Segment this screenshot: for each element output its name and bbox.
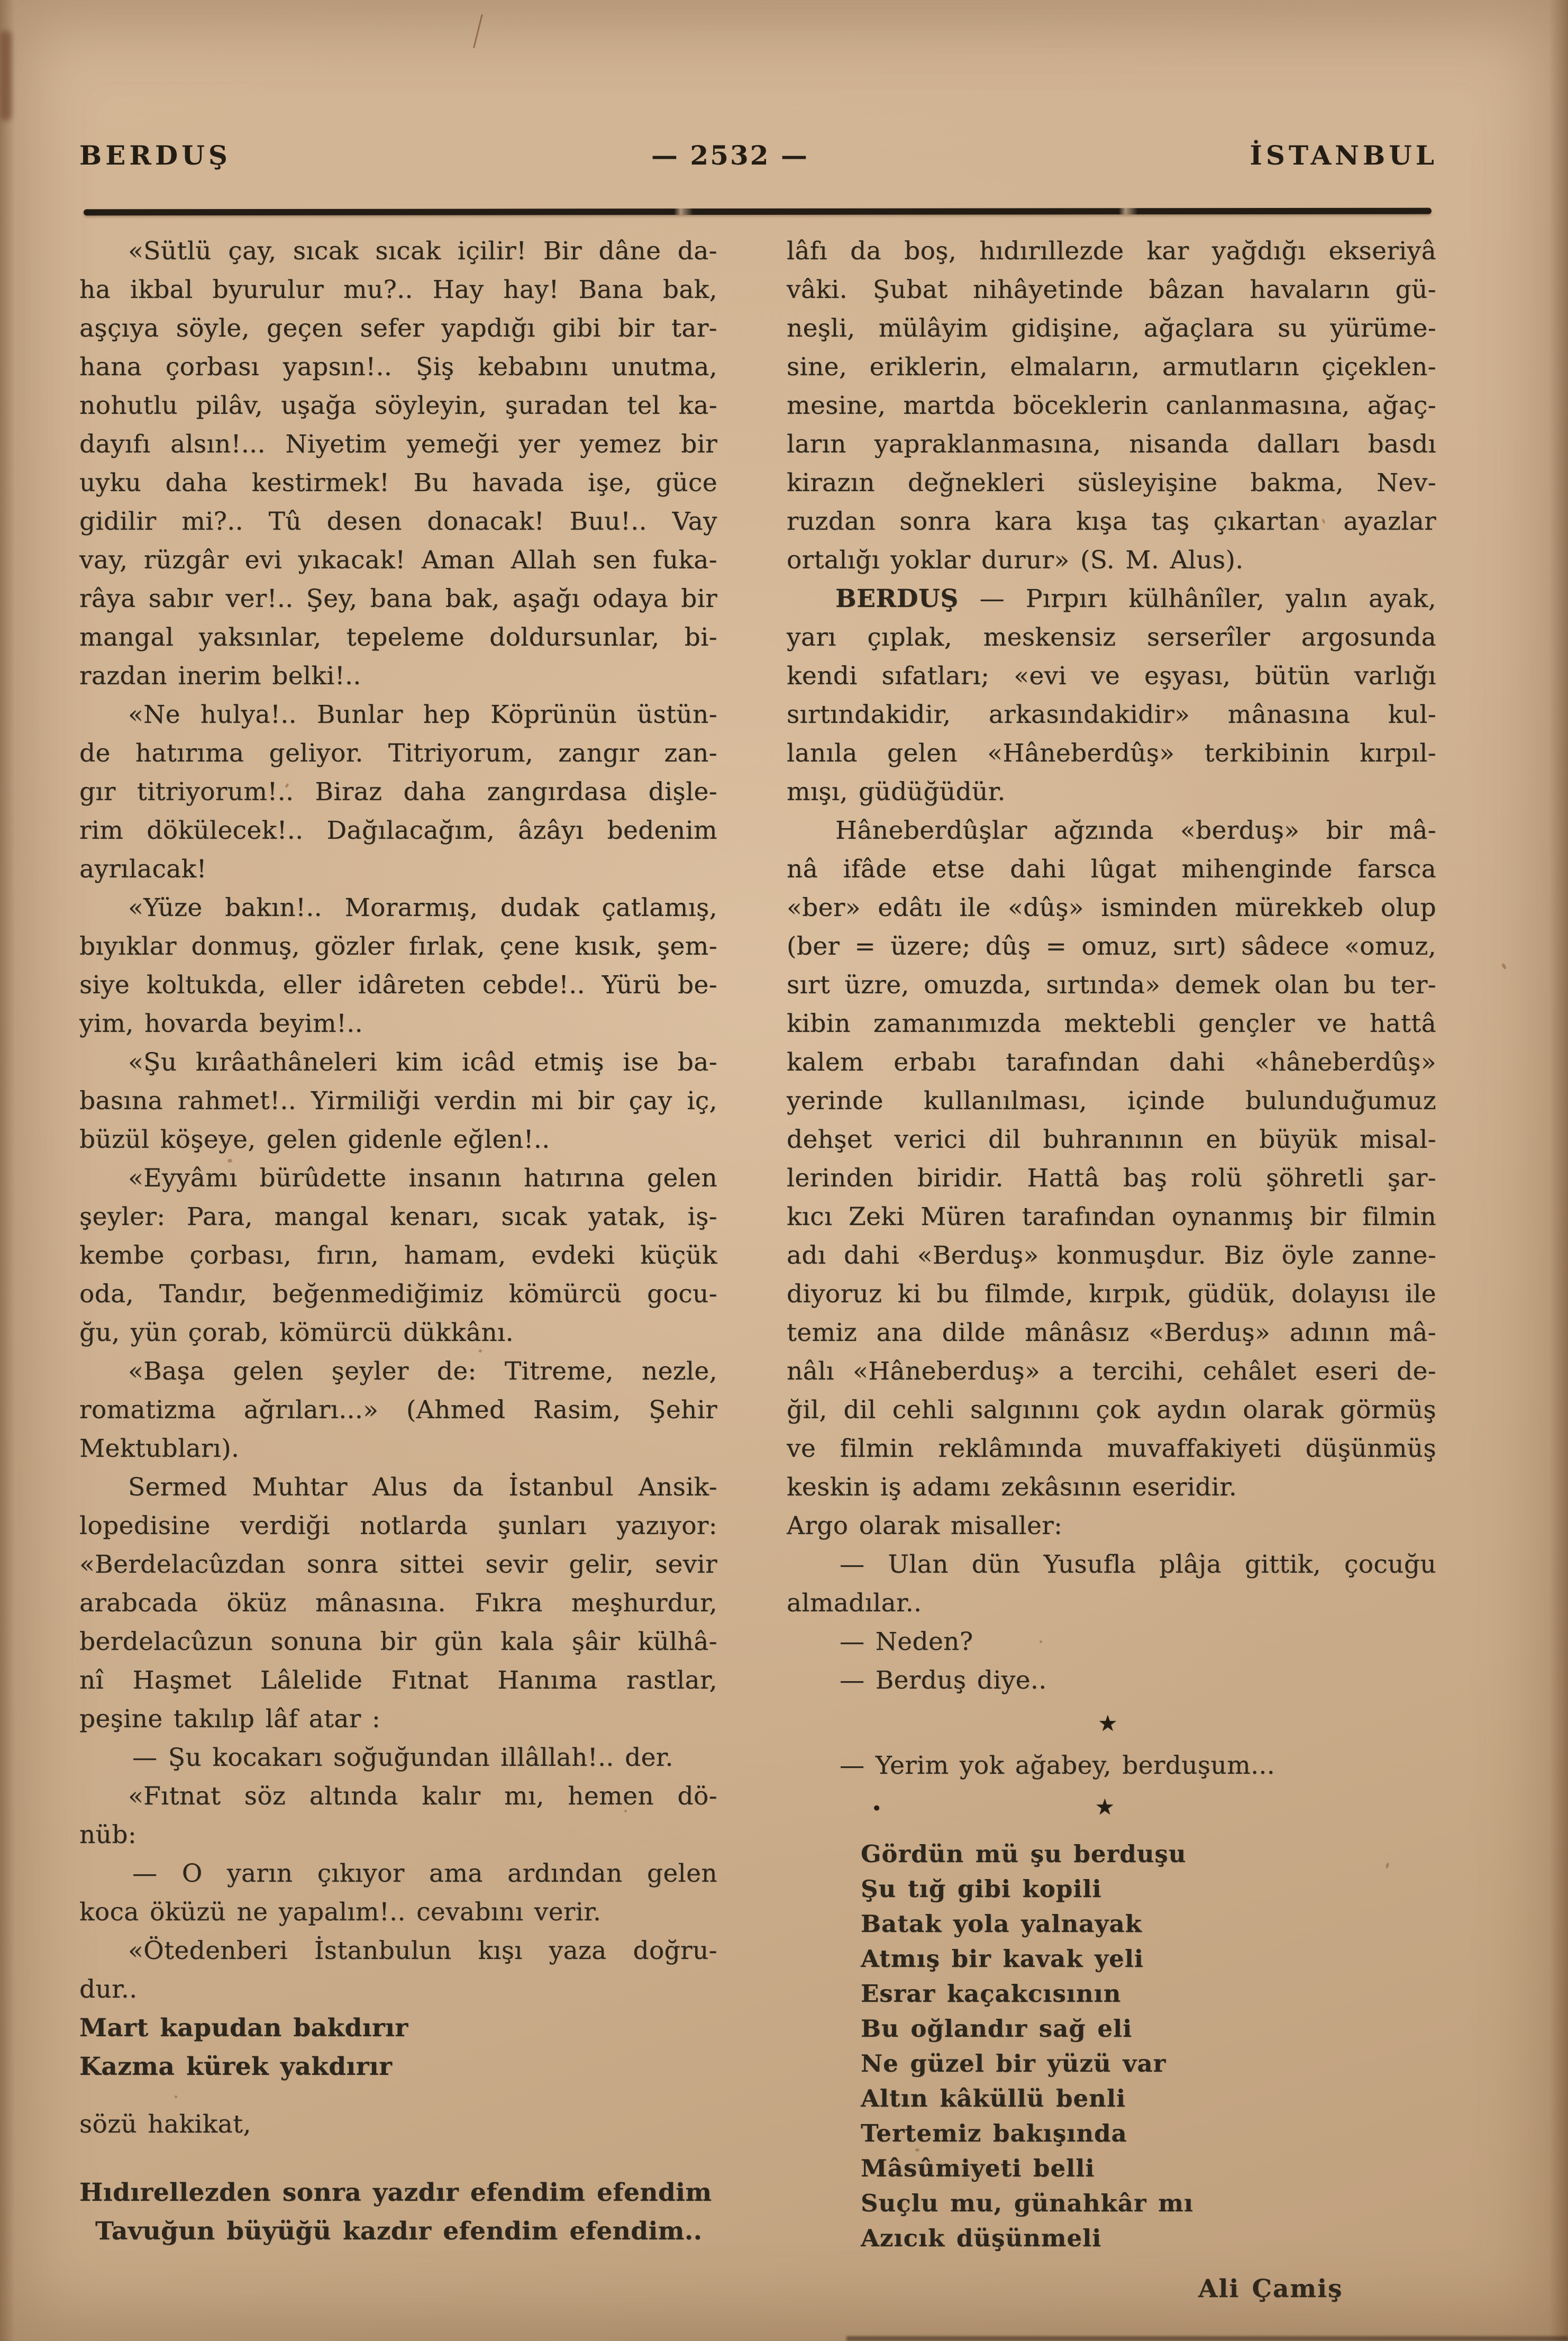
scan-edge-shadow-left (0, 0, 15, 2341)
paper-speck (1501, 963, 1507, 969)
scan-edge-shadow-right (1549, 0, 1568, 2341)
text-line: peşine takılıp lâf atar : (79, 1704, 381, 1734)
text-line: mışı, güdüğüdür. (787, 777, 1006, 806)
paper-fiber (473, 14, 483, 49)
text-line: kalem erbabı tarafından dahi «hâneberdûş» (787, 1048, 1436, 1077)
text-line: uyku daha kestirmek! Bu havada işe, güce (79, 468, 717, 497)
text-line: ayrılacak! (79, 855, 207, 884)
text-line: gır titriyorum!.. Biraz daha zangırdasa dişle- (79, 777, 717, 806)
text-line: Argo olarak misaller: (787, 1511, 1063, 1540)
text-line: ların yapraklanmasına, nisanda dalları basdı (787, 430, 1436, 459)
text-line: oda, Tandır, beğenmediğimiz kömürcü gocu- (79, 1280, 717, 1309)
text-line: lanıla gelen «Hâneberdûş» terkibinin kırpıl- (787, 739, 1436, 768)
text-line: — Neden? (840, 1627, 973, 1656)
text-line: sözü hakikat, (79, 2110, 251, 2139)
text-line: (ber = üzere; dûş = omuz, sırt) sâdece «omuz, (787, 932, 1436, 961)
page-number: — 2532 — (651, 140, 809, 171)
text-line: «Eyyâmı bürûdette insanın hatırına gelen (128, 1164, 717, 1193)
text-line: şeyler: Para, mangal kenarı, sıcak yatak, iş- (79, 1202, 717, 1231)
text-line: Azıcık düşünmeli (861, 2224, 1102, 2252)
text-line: Ne güzel bir yüzü var (861, 2049, 1166, 2077)
text-line: Şu tığ gibi kopili (861, 1875, 1102, 1903)
text-line: «Şu kırâathâneleri kim icâd etmiş ise ba- (128, 1048, 717, 1077)
text-line: Sermed Muhtar Alus da İstanbul Ansik- (128, 1473, 717, 1502)
text-line: ruzdan sonra kara kışa taş çıkartan ayazlar (787, 507, 1436, 536)
text-line: mangal yaksınlar, tepeleme doldursunlar, bi- (79, 623, 717, 652)
text-line: berdelacûzun sonuna bir gün kala şâir külhâ- (79, 1627, 717, 1656)
text-line: sırtındakidir, arkasındakidir» mânasına kul- (787, 700, 1436, 729)
text-line: «Berdelacûzdan sonra sittei sevir gelir, sevir (79, 1550, 717, 1579)
text-line: ğu, yün çorab, kömürcü dükkânı. (79, 1318, 514, 1347)
paper-speck (915, 2148, 919, 2152)
text-line: Altın kâküllü benli (861, 2084, 1126, 2112)
text-line: dehşet verici dil buhranının en büyük misal- (787, 1125, 1436, 1154)
text-line: Batak yola yalnayak (861, 1910, 1142, 1938)
text-line: râya sabır ver!.. Şey, bana bak, aşağı odaya bir (79, 584, 717, 613)
text-line: Tertemiz bakışında (861, 2119, 1127, 2147)
text-line: nâlı «Hâneberduş» a tercihi, cehâlet eseri de- (787, 1357, 1436, 1386)
entry-headword: BERDUŞ (835, 584, 959, 613)
right-column (787, 232, 1436, 2308)
text-line: kembe çorbası, fırın, hamam, evdeki küçük (79, 1241, 717, 1270)
text-line: — Berduş diye.. (840, 1666, 1047, 1695)
text-line: vay, rüzgâr evi yıkacak! Aman Allah sen fuka- (79, 546, 717, 575)
paper-speck (682, 402, 686, 405)
text-line: nohutlu pilâv, uşağa söyleyin, şuradan tel ka- (79, 391, 717, 420)
paper-speck (175, 2095, 177, 2098)
paper-speck (624, 1810, 627, 1812)
text-line: BERDUŞ — Pırpırı külhânîler, yalın ayak, (835, 584, 1436, 613)
header-rule (84, 208, 1432, 216)
text-line: nüb: (79, 1820, 137, 1849)
dot-icon: • (871, 1798, 882, 1819)
text-line: nî Haşmet Lâlelide Fıtnat Hanıma rastlar, (79, 1666, 717, 1695)
star-divider (787, 1785, 1436, 1828)
text-line: Gördün mü şu berduşu (861, 1840, 1187, 1868)
text-line: Esrar kaçakcısının (861, 1980, 1122, 2008)
text-line: lâfı da boş, hıdırıllezde kar yağdığı ekseriyâ (787, 237, 1436, 266)
text-line: razdan inerim belki!.. (79, 661, 361, 691)
text-line: Atmış bir kavak yeli (861, 1945, 1144, 1973)
text-line: dayıfı alsın!... Niyetim yemeği yer yemez bir (79, 430, 717, 459)
text-line: lerinden biridir. Hattâ baş rolü şöhretli şar- (787, 1164, 1436, 1193)
text-line: Mâsûmiyeti belli (861, 2154, 1095, 2182)
text-line: kendi sıfatları; «evi ve eşyası, bütün varlığı (787, 661, 1436, 691)
text-line: gidilir mi?.. Tû desen donacak! Buu!.. Vay (79, 507, 717, 536)
text-line: Tavuğun büyüğü kazdır efendim efendim.. (95, 2217, 703, 2246)
text-line: koca öküzü ne yapalım!.. cevabını verir. (79, 1898, 601, 1927)
text-line: hana çorbası yapsın!.. Şiş kebabını unutma, (79, 352, 717, 382)
star-icon: ★ (1098, 1710, 1118, 1736)
text-line: ğil, dil cehli salgınını çok aydın olarak görmüş (787, 1395, 1436, 1424)
text-line: arabcada öküz mânasına. Fıkra meşhurdur, (79, 1589, 717, 1618)
text-line: «Ötedenberi İstanbulun kışı yaza doğru- (128, 1936, 717, 1965)
text-line: Hıdırellezden sonra yazdır efendim efendim (79, 2178, 712, 2207)
paper-speck (1040, 1640, 1042, 1643)
text-line: kibin zamanımızda mektebli gençler ve hattâ (787, 1009, 1436, 1038)
text-line: de hatırıma geliyor. Titriyorum, zangır zan- (79, 739, 717, 768)
text-line: lopedisine verdiği notlarda şunları yazıyor: (79, 1511, 717, 1540)
text-line: — Şu kocakarı soğuğundan illâllah!.. der. (132, 1743, 673, 1772)
text-line: basına rahmet!.. Yirmiliği verdin mi bir çay iç, (79, 1086, 717, 1115)
paper-speck (479, 1349, 482, 1353)
text-line: «Ne hulya!.. Bunlar hep Köprünün üstün- (128, 700, 717, 729)
scan-edge-shadow-bottom (846, 2336, 1568, 2341)
text-line: Bu oğlandır sağ eli (861, 2015, 1133, 2043)
text-line: mesine, martda böceklerin canlanmasına, ağaç- (787, 391, 1436, 420)
star-divider (787, 1700, 1436, 1746)
text-line: diyoruz ki bu filmde, kırpık, güdük, dolayısı ile (787, 1280, 1436, 1309)
text-line: — O yarın çıkıyor ama ardından gelen (132, 1859, 717, 1888)
text-line: «ber» edâtı ile «dûş» isminden mürekkeb olup (787, 893, 1436, 922)
paper-speck (227, 1159, 232, 1163)
text-line: — Ulan dün Yusufla plâja gittik, çocuğu (840, 1550, 1436, 1579)
text-line: ortalığı yoklar durur» (S. M. Alus). (787, 546, 1244, 575)
text-line: dur.. (79, 1975, 138, 2004)
text-line: «Yüze bakın!.. Morarmış, dudak çatlamış, (128, 893, 717, 922)
text-line: Hâneberdûşlar ağzında «berduş» bir mâ- (835, 816, 1436, 845)
text-line: Mektubları). (79, 1434, 240, 1463)
text-line: «Fıtnat söz altında kalır mı, hemen dö- (128, 1782, 717, 1811)
text-line: Kazma kürek yakdırır (79, 2052, 393, 2081)
text-line: — Yerim yok ağabey, berduşum... (840, 1751, 1275, 1780)
text-line: büzül köşeye, gelen gidenle eğlen!.. (79, 1125, 550, 1154)
running-head-title: İSTANBUL (1250, 140, 1438, 171)
text-line: ha ikbal byurulur mu?.. Hay hay! Bana bak, (79, 275, 717, 304)
text-line: vâki. Şubat nihâyetinde bâzan havaların gü- (787, 275, 1436, 304)
text-line: Mart kapudan bakdırır (79, 2013, 408, 2043)
text-line: yarı çıplak, meskensiz serserîler argosunda (787, 623, 1436, 652)
text-line: adı dahi «Berduş» konmuşdur. Biz öyle zanne- (787, 1241, 1436, 1270)
text-line: keskin iş adamı zekâsının eseridir. (787, 1473, 1237, 1502)
text-line: siye koltukda, eller idâreten cebde!.. Yürü be- (79, 970, 717, 1000)
text-line: sırt üzre, omuzda, sırtında» demek olan bu ter- (787, 970, 1436, 1000)
text-line: aşçıya söyle, geçen sefer yapdığı gibi bir tar- (79, 314, 717, 343)
paper-speck (1106, 1217, 1109, 1220)
text-line: rim dökülecek!.. Dağılacağım, âzâyı bedenim (79, 816, 717, 845)
text-line: yim, hovarda beyim!.. (79, 1009, 363, 1038)
text-line: ve filmin reklâmında muvaffakiyeti düşünmüş (787, 1434, 1436, 1463)
text-line: Ali Çamiş (1198, 2274, 1343, 2303)
text-line: «Başa gelen şeyler de: Titreme, nezle, (128, 1357, 717, 1386)
left-column (79, 232, 717, 2251)
text-line: almadılar.. (787, 1589, 922, 1618)
text-line: yerinde kullanılması, içinde bulunduğumuz (787, 1086, 1436, 1115)
text-line: bıyıklar donmuş, gözler fırlak, çene kısık, şem- (79, 932, 717, 961)
text-line: sine, eriklerin, elmaların, armutların çiçeklen- (787, 352, 1436, 382)
running-head-entry: BERDUŞ (79, 140, 231, 171)
text-line: kıcı Zeki Müren tarafından oynanmış bir filmin (787, 1202, 1436, 1231)
text-line: nâ ifâde etse dahi lûgat mihenginde farsca (787, 855, 1436, 884)
text-line: kirazın değnekleri süsleyişine bakma, Nev- (787, 468, 1436, 497)
star-icon: ★ (1095, 1794, 1115, 1820)
text-line: temiz ana dilde mânâsız «Berduş» adının mâ- (787, 1318, 1436, 1347)
text-line: neşli, mülâyim gidişine, ağaçlara su yürüme- (787, 314, 1436, 343)
text-line: «Sütlü çay, sıcak sıcak içilir! Bir dâne da- (128, 237, 717, 266)
text-line: Suçlu mu, günahkâr mı (861, 2189, 1193, 2217)
text-line: romatizma ağrıları...» (Ahmed Rasim, Şehir (79, 1395, 717, 1424)
